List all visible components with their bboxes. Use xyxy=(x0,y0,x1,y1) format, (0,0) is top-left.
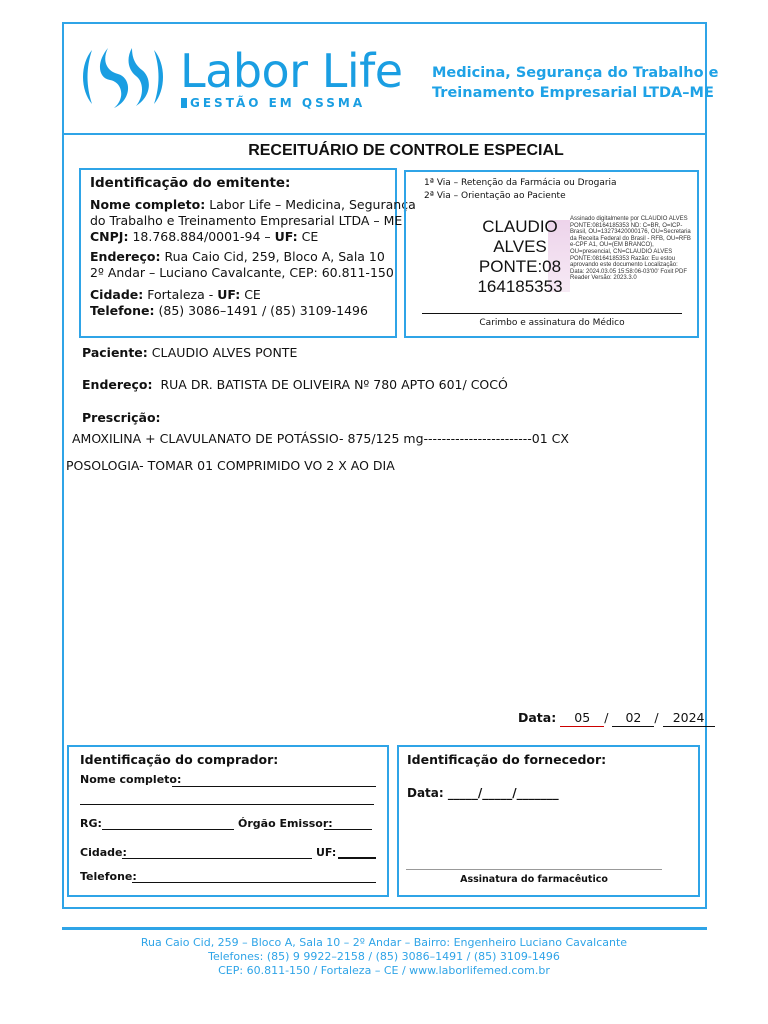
logo-bar-icon xyxy=(181,98,187,108)
emitter-address-2: 2º Andar – Luciano Cavalcante, CEP: 60.811-150 xyxy=(90,265,394,280)
buyer-phone-label: Telefone: xyxy=(80,870,137,883)
patient-line: Paciente: CLAUDIO ALVES PONTE xyxy=(82,345,298,360)
company-line-2: Treinamento Empresarial LTDA–ME xyxy=(432,85,714,101)
digital-signature-details: Assinado digitalmente por CLAUDIO ALVES PONTE:08164185353 ND: C=BR, O=ICP-Brasil, OU=13273420000176, OU=Secretaria da Receita Federal do Brasil - RFB, OU=RFB e-CPF A1, OU=(EM BRANCO), OU=presencial, CN=CLAUDIO ALVES PONTE:08164185353 Razão: Eu estou aprovando este documento Localização: Data: 2024.03.05 15:58:06-03'00' Foxit PDF Reader Versão: 2023.3.0 xyxy=(570,216,691,282)
footer-divider xyxy=(62,927,707,930)
logo-tagline: GESTÃO EM QSSMA xyxy=(190,96,366,110)
footer-address: Rua Caio Cid, 259 – Bloco A, Sala 10 – 2º Andar – Bairro: Engenheiro Luciano Cavalcante xyxy=(140,936,628,949)
emitter-name-line-2: do Trabalho e Treinamento Empresarial LTDA – ME xyxy=(90,213,403,228)
emitter-heading: Identificação do emitente: xyxy=(90,175,291,191)
via-2: 2ª Via – Orientação ao Paciente xyxy=(424,191,566,201)
supplier-date[interactable]: Data: _____/_____/_______ xyxy=(407,786,559,800)
buyer-name-field-2[interactable] xyxy=(80,804,374,805)
digital-signer-name: CLAUDIO ALVES PONTE:08 164185353 xyxy=(477,217,563,296)
logo-name: Labor Life xyxy=(180,44,403,98)
emitter-phone: Telefone: (85) 3086–1491 / (85) 3109-1496 xyxy=(90,303,368,318)
emitter-cnpj: CNPJ: 18.768.884/0001-94 – UF: CE xyxy=(90,229,319,244)
buyer-issuer-field[interactable] xyxy=(324,829,372,830)
buyer-rg-field[interactable] xyxy=(102,829,234,830)
page-title: RECEITUÁRIO DE CONTROLE ESPECIAL xyxy=(248,142,564,159)
emitter-name-line-1: Nome completo: Labor Life – Medicina, Segurança xyxy=(90,197,416,212)
buyer-uf-field[interactable] xyxy=(338,857,376,859)
pharmacist-signature-line[interactable] xyxy=(406,869,662,870)
buyer-phone-field[interactable] xyxy=(132,882,376,883)
buyer-name-field[interactable] xyxy=(172,786,376,787)
prescription-dosage: POSOLOGIA- TOMAR 01 COMPRIMIDO VO 2 X AO DIA xyxy=(66,458,395,473)
buyer-issuer-label: Órgão Emissor: xyxy=(238,817,333,830)
signature-line xyxy=(422,313,682,314)
header-divider xyxy=(62,133,707,135)
emitter-address-1: Endereço: Rua Caio Cid, 259, Bloco A, Sala 10 xyxy=(90,249,385,264)
buyer-uf-label: UF: xyxy=(316,846,337,859)
patient-address-line: Endereço: RUA DR. BATISTA DE OLIVEIRA Nº 780 APTO 601/ COCÓ xyxy=(82,377,508,392)
via-1: 1ª Via – Retenção da Farmácia ou Drogaria xyxy=(424,178,617,188)
emitter-city: Cidade: Fortaleza - UF: CE xyxy=(90,287,261,302)
prescription-date: Data: 05 / 02 / 2024 xyxy=(518,709,715,727)
company-line-1: Medicina, Segurança do Trabalho e xyxy=(432,65,719,81)
footer-cep-web: CEP: 60.811-150 / Fortaleza – CE / www.laborlifemed.com.br xyxy=(218,964,550,977)
supplier-heading: Identificação do fornecedor: xyxy=(407,752,607,767)
prescription-item: AMOXILINA + CLAVULANATO DE POTÁSSIO- 875/125 mg------------------------01 CX xyxy=(72,431,569,446)
buyer-heading: Identificação do comprador: xyxy=(80,752,279,767)
buyer-rg-label: RG: xyxy=(80,817,102,830)
pharmacist-signature-caption: Assinatura do farmacêutico xyxy=(460,874,608,885)
labor-life-logo-icon xyxy=(78,42,168,112)
buyer-name-label: Nome completo: xyxy=(80,773,182,786)
footer-phones: Telefones: (85) 9 9922–2158 / (85) 3086–1491 / (85) 3109-1496 xyxy=(208,950,560,963)
signature-caption: Carimbo e assinatura do Médico xyxy=(479,318,625,328)
buyer-city-label: Cidade: xyxy=(80,846,127,859)
prescription-label: Prescrição: xyxy=(82,410,161,425)
buyer-city-field[interactable] xyxy=(122,858,312,859)
